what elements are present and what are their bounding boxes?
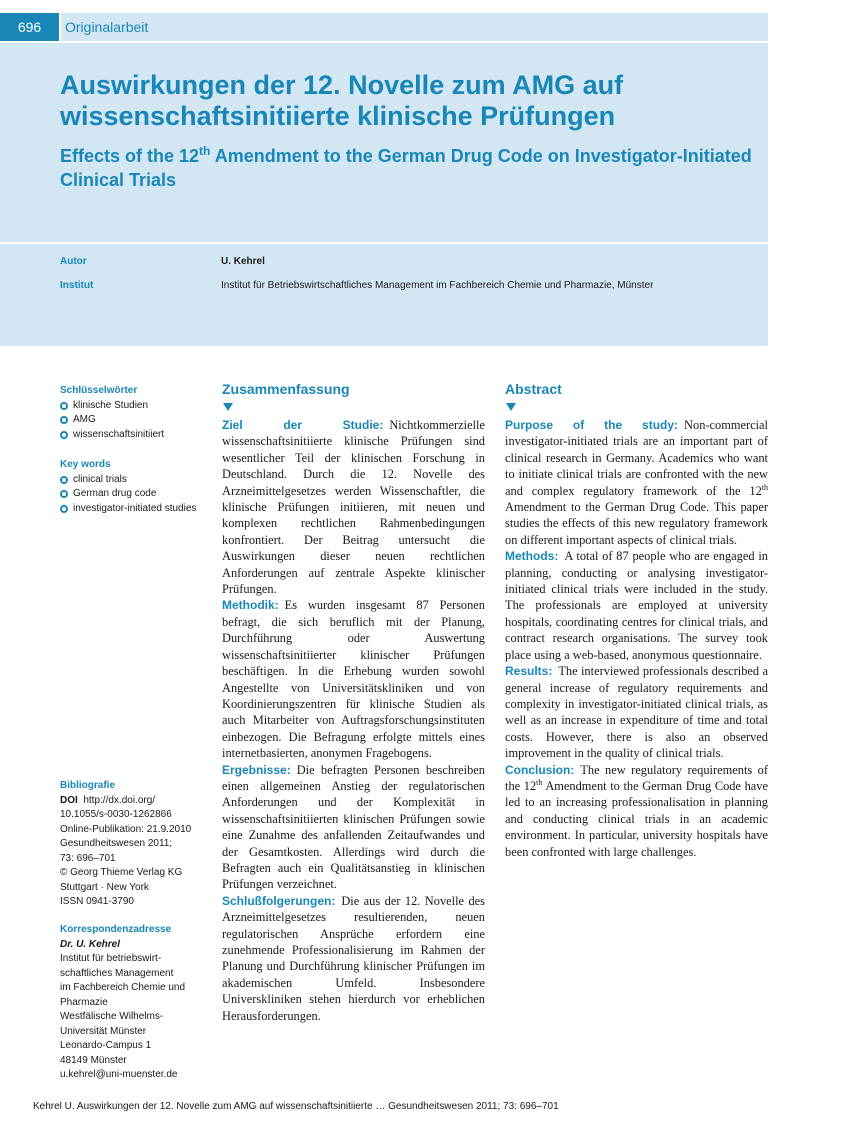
institute-label: Institut [60,280,94,291]
bibliography-heading: Bibliografie [60,780,116,791]
abstract-english-heading: Abstract [505,381,562,397]
keyword-item: wissenschaftsinitiiert [60,428,215,443]
doi-link[interactable]: http://dx.doi.org/ [83,794,156,806]
bullet-icon [60,505,68,513]
abstract-paragraph: Purpose of the study: Non-commercial investigator-initiated trials are an important part of clinical research in Germany. Academics who want to initiate clinical trials are confronted with the new and complex regulatory framework of the 12th Amendment to the German Drug Code. This paper studies the effects of this new regulatory framework on different important aspects of clinical trials. [505,418,768,547]
correspondence-heading: Korrespondenzadresse [60,924,172,935]
address-line: Leonardo-Campus 1 [60,1040,152,1051]
bullet-icon [60,402,68,410]
bib-line: Stuttgart · New York [60,881,149,893]
keywords-en [60,458,215,516]
email-link[interactable]: u.kehrel@uni-muenster.de [60,1069,178,1080]
abstract-paragraph: Methods: A total of 87 people who are engaged in planning, conducting or analysing investigator-initiated clinical trials were included in the study. The professionals are employed at university hospitals, coordinating centres for clinical trials, and contract research organisations. The survey took place using a web-based, anonymous questionnaire. [505,549,768,662]
bullet-icon [60,476,68,484]
keywords-de-heading: Schlüsselwörter [60,385,138,396]
section-label: Originalarbeit [65,19,149,35]
abstract-paragraph: Results: The interviewed professionals described a general increase of regulatory requirements and complexity in investigator-initiated clinical trials, as well as an increase in expenditure of time and total costs. However, there is also an observed improvement in the quality of clinical trials. [505,664,768,761]
keywords-de [60,384,215,442]
abstract-paragraph: Conclusion: The new regulatory requirements of the 12th Amendment to the German Drug Code have led to an increasing professionalisation in planning and conducting clinical trials in an academic environment. In particular, university hospitals have been confronted with large challenges. [505,762,768,859]
abstract-paragraph: Ergebnisse: Die befragten Personen beschreiben einen allgemeinen Anstieg der regulatorischen Anforderungen und der Komplexität in wissenschaftsinitiierten klinischen Prüfungen sowie eine Zunahme des anfallenden Zeitaufwandes und der Gesamtkosten. Allerdings wird durch die Befragten auch ein Qualitätsanstieg in klinischen Prüfungen verzeichnet. [222,762,485,892]
address-line: Institut für betriebswirt- [60,953,162,964]
down-arrow-icon [506,403,516,411]
correspondence [60,923,215,1083]
bullet-icon [60,490,68,498]
address-line: im Fachbereich Chemie und [60,982,186,993]
abstract-german-heading: Zusammenfassung [222,381,350,397]
abstract-english [505,380,768,860]
bib-line: Gesundheitswesen 2011; [60,838,173,849]
page-number: 696 [0,13,59,41]
institute-name: Institut für Betriebswirtschaftliches Management im Fachbereich Chemie und Pharmazie, Münster [221,280,654,291]
bullet-icon [60,431,68,439]
footer-citation: Kehrel U. Auswirkungen der 12. Novelle zum AMG auf wissenschaftsinitiierte … Gesundheitswesen 2011; 73: 696–701 [33,1101,559,1112]
down-arrow-icon [223,403,233,411]
abstract-german [222,380,485,1024]
author-label: Autor [60,256,87,267]
address-line: Westfälische Wilhelms- [60,1011,164,1022]
doi-line: DOI http://dx.doi.org/ [60,794,156,806]
keyword-item: German drug code [60,487,215,502]
abstract-paragraph: Ziel der Studie: Nichtkommerzielle wissenschaftsinitiierte klinische Prüfungen sind wesentlicher Teil der klinischen Forschung in Deutschland. Durch die 12. Novelle des Arzneimittelgesetzes werden Wissenschaftler, die klinische Prüfungen initiieren, mit neuen und komplexen rechtlichen Rahmenbedingungen konfrontiert. Der Beitrag untersucht die Auswirkungen dieser neuen rechtlichen Anforderungen auf zentrale Aspekte klinischer Prüfungen. [222,418,485,597]
bib-line: 10.1055/s-0030-1262866 [60,809,172,820]
abstract-paragraph: Methodik: Es wurden insgesamt 87 Personen befragt, die sich beruflich mit der Planung, Durchführung oder Auswertung wissenschaftsinitiierter klinischer Prüfungen beschäftigen. In die Erhebung wurden sowohl Angestellte von Universitätskliniken und von Koordinierungszentren für klinische Studien als auch Mitarbeiter von Auftragsforschungsinstituten einbezogen. Die Befragung erfolgte mittels eines internetbasierten, anonymen Fragebogens. [222,598,485,761]
bib-line: 73: 696–701 [60,852,116,864]
bib-line: © Georg Thieme Verlag KG [60,867,183,878]
keywords-en-heading: Key words [60,459,111,470]
keyword-item: AMG [60,413,215,428]
header-band [61,13,768,41]
bullet-icon [60,416,68,424]
keyword-item: clinical trials [60,473,215,488]
band-divider [0,242,768,244]
title-english: Effects of the 12th Amendment to the German Drug Code on Investigator-Initiated Clinical Trials [60,144,752,190]
author-name: U. Kehrel [221,256,265,267]
address-line: 48149 Münster [60,1054,127,1066]
bibliography [60,779,215,910]
address-line: Universität Münster [60,1025,147,1037]
keyword-item: klinische Studien [60,399,215,414]
keyword-item: investigator-initiated studies [60,502,215,517]
abstract-paragraph: Schlußfolgerungen: Die aus der 12. Novelle des Arzneimittelgesetzes resultierenden, neuen regulatorischen Ansprüche erfordern eine zunehmende Professionalisierung im Rahmen der Planung und Durchführung klinischer Prüfungen im akademischen Umfeld. Insbesondere Universkliniken stehen hierdurch vor erheblichen Herausforderungen. [222,893,485,1023]
correspondence-name: Dr. U. Kehrel [60,938,121,950]
title-german: Auswirkungen der 12. Novelle zum AMG auf wissenschaftsinitiierte klinische Prüfungen [60,70,624,131]
bib-line: ISSN 0941-3790 [60,896,134,907]
address-line: schaftliches Management [60,967,174,979]
address-line: Pharmazie [60,996,108,1008]
bib-line: Online-Publikation: 21.9.2010 [60,823,192,835]
